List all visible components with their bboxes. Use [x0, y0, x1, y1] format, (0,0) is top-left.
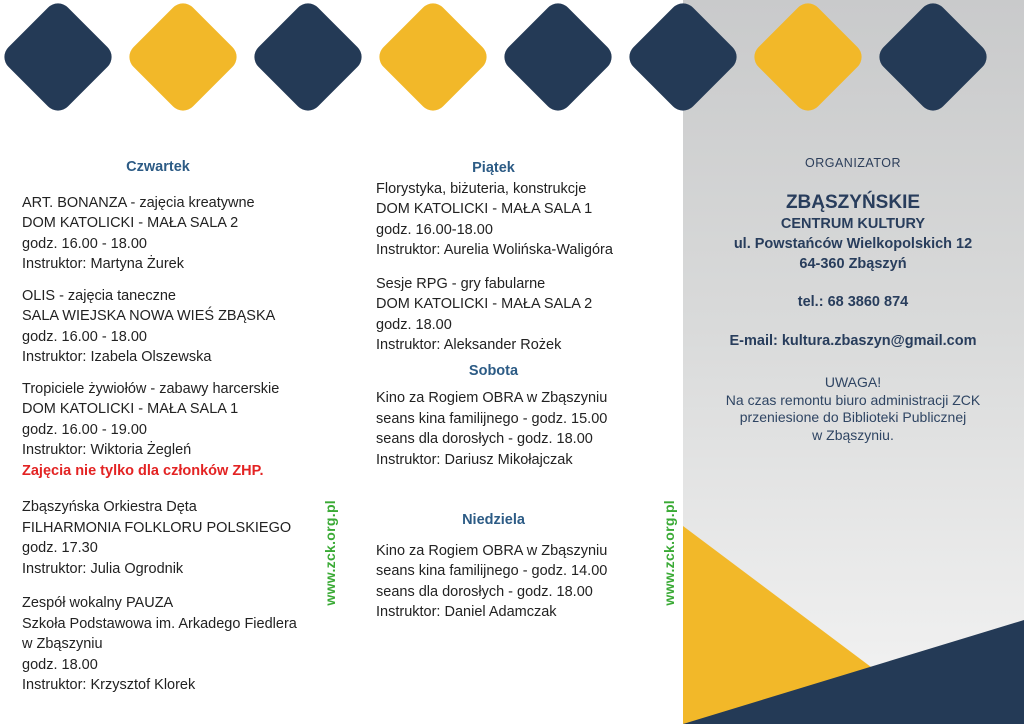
organizer-name: ZBĄSZYŃSKIE [785, 192, 921, 213]
activity-line: DOM KATOLICKI - MAŁA SALA 2 [376, 296, 593, 312]
activity-line: godz. 16.00 - 18.00 [22, 328, 147, 345]
zhp-note: Zajęcia nie tylko dla członków ZHP. [22, 462, 264, 479]
activity-entry [376, 388, 666, 470]
diamond-shape [249, 0, 368, 116]
organizer-phone: tel.: 68 3860 874 [797, 294, 909, 310]
activity-entry [376, 179, 666, 261]
saturday-heading: Sobota [468, 362, 519, 379]
activity-line: Zespół wokalny PAUZA [22, 595, 174, 611]
weekend-column [376, 158, 666, 634]
activity-line: godz. 16.00 - 18.00 [22, 235, 147, 252]
activity-line: godz. 16.00 - 19.00 [22, 421, 147, 438]
activity-entry [22, 193, 322, 275]
website-url-vertical: www.zck.org.pl [661, 500, 677, 606]
activity-line: Instruktor: Izabela Olszewska [22, 349, 212, 365]
activity-line: SALA WIEJSKA NOWA WIEŚ ZBĄSKA [22, 308, 276, 324]
activity-line: godz. 16.00-18.00 [376, 221, 493, 238]
activity-line: FILHARMONIA FOLKLORU POLSKIEGO [22, 519, 292, 536]
activity-line: Instruktor: Aleksander Rożek [376, 337, 562, 353]
activity-line: Instruktor: Krzysztof Klorek [22, 677, 196, 693]
activity-entry [376, 541, 666, 623]
activity-entry [22, 379, 322, 482]
decorative-triangles [683, 0, 1024, 724]
activity-entry [376, 274, 666, 356]
activity-entry [22, 286, 322, 368]
notice-box [700, 374, 1006, 444]
thursday-heading: Czwartek [126, 159, 190, 175]
activity-line: Instruktor: Aurelia Wolińska-Waligóra [376, 242, 613, 258]
activity-line: Kino za Rogiem OBRA w Zbąszyniu [376, 542, 608, 559]
activity-line: DOM KATOLICKI - MAŁA SALA 2 [22, 215, 239, 231]
activity-line: Instruktor: Wiktoria Żegleń [22, 442, 192, 458]
activity-line: godz. 18.00 [22, 656, 98, 673]
activity-line: seans kina familijnego - godz. 15.00 [376, 410, 608, 427]
activity-line: DOM KATOLICKI - MAŁA SALA 1 [22, 401, 239, 417]
activity-line: Zbąszyńska Orkiestra Dęta [22, 499, 197, 515]
diamond-shape [0, 0, 117, 116]
activity-line: Instruktor: Julia Ogrodnik [22, 560, 184, 577]
activity-line: seans kina familijnego - godz. 14.00 [376, 563, 608, 579]
activity-line: Instruktor: Martyna Żurek [22, 256, 184, 272]
activity-line: w Zbąszyniu [22, 636, 103, 652]
organizer-email[interactable]: E-mail: kultura.zbaszyn@gmail.com [729, 333, 977, 349]
activity-line: Tropiciele żywiołów - zabawy harcerskie [22, 380, 280, 397]
notice-line: przeniesione do Biblioteki Publicznej [739, 409, 967, 425]
organizer-label: ORGANIZATOR [804, 156, 901, 170]
activity-line: Sesje RPG - gry fabularne [376, 275, 546, 292]
diamond-shape [124, 0, 243, 116]
activity-line: seans dla dorosłych - godz. 18.00 [376, 431, 593, 447]
website-url-vertical: www.zck.org.pl [322, 500, 338, 606]
activity-line: Instruktor: Dariusz Mikołajczak [376, 451, 573, 468]
notice-line: w Zbąszyniu. [812, 426, 894, 443]
notice-line: Na czas remontu biuro administracji ZCK [725, 391, 981, 408]
activity-line: godz. 17.30 [22, 540, 98, 556]
activity-line: Kino za Rogiem OBRA w Zbąszyniu [376, 390, 608, 406]
diamond-shape [374, 0, 493, 116]
activity-line: OLIS - zajęcia taneczne [22, 287, 176, 304]
activity-entry [22, 497, 322, 579]
organizer-street: ul. Powstańców Wielkopolskich 12 [733, 236, 973, 252]
diamond-shape [499, 0, 618, 116]
activity-line: godz. 18.00 [376, 316, 452, 333]
activity-line: DOM KATOLICKI - MAŁA SALA 1 [376, 201, 593, 217]
activity-entry [22, 593, 322, 696]
notice-title: UWAGA! [824, 374, 882, 390]
activity-line: seans dla dorosłych - godz. 18.00 [376, 583, 593, 600]
friday-heading: Piątek [472, 160, 515, 176]
activity-line: Florystyka, biżuteria, konstrukcje [376, 180, 587, 197]
organizer-subtitle: CENTRUM KULTURY [780, 216, 926, 232]
activity-line: Instruktor: Daniel Adamczak [376, 604, 557, 620]
sunday-heading: Niedziela [462, 512, 525, 528]
activity-line: Szkoła Podstawowa im. Arkadego Fiedlera [22, 615, 297, 632]
activity-line: ART. BONANZA - zajęcia kreatywne [22, 194, 255, 211]
thursday-column [22, 157, 322, 707]
organizer-city: 64-360 Zbąszyń [799, 256, 907, 272]
